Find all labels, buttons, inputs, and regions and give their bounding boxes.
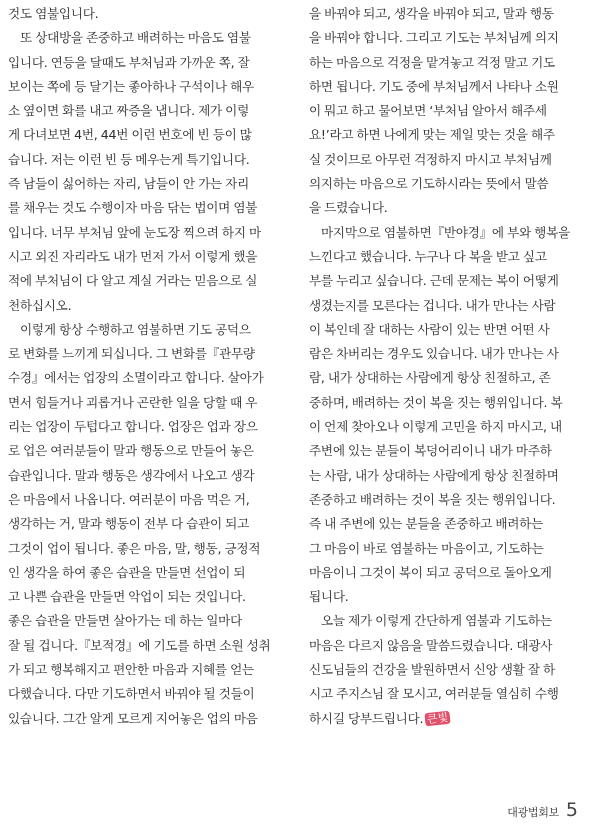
line-text: 생각하는 거, 말과 행동이 전부 다 습관이 되고	[8, 516, 250, 532]
left-text-column	[8, 2, 272, 731]
text-line	[8, 391, 272, 415]
line-text: 즉 남들이 싫어하는 자리, 남들이 안 가는 자리	[8, 176, 250, 192]
line-text: 보이는 쪽에 등 달기는 좋아하나 구석이나 해우	[8, 78, 254, 94]
text-line	[8, 172, 272, 196]
line-text: 게 다녀보면 4번, 44번 이런 번호에 빈 등이 많	[8, 127, 252, 143]
line-text: 다했습니다. 다만 기도하면서 바꿔야 될 것들이	[8, 686, 255, 702]
text-line	[8, 221, 272, 245]
text-line	[309, 415, 573, 439]
line-text: 부를 누리고 싶습니다. 근데 문제는 복이 어떻게	[309, 273, 559, 289]
line-text: 마음이니 그것이 복이 되고 공덕으로 돌아오게	[309, 564, 552, 580]
text-line	[309, 342, 573, 366]
text-line	[8, 561, 272, 585]
line-text: 마음은 다르지 않음을 말씀드렸습니다. 대광사	[309, 637, 553, 653]
line-text: 실 것이므로 아무런 걱정하지 마시고 부처님께	[309, 151, 552, 167]
line-text: 그것이 업이 됩니다. 좋은 마음, 말, 행동, 긍정적	[8, 540, 261, 556]
text-line	[8, 658, 272, 682]
text-line	[309, 26, 573, 50]
text-line	[309, 221, 573, 245]
text-line	[309, 512, 573, 536]
text-line	[309, 245, 573, 269]
text-line	[309, 172, 573, 196]
text-line	[8, 26, 272, 50]
line-text: 주변에 있는 분들이 복덩어리이니 내가 마주하	[309, 443, 552, 459]
text-line	[8, 634, 272, 658]
text-line	[309, 148, 573, 172]
text-line	[309, 585, 573, 609]
text-line	[309, 75, 573, 99]
line-text: 습니다. 저는 이런 빈 등 메우는게 특기입니다.	[8, 151, 250, 167]
text-line	[8, 294, 272, 318]
text-line	[309, 294, 573, 318]
line-text: 존중하고 배려하는 것이 복을 짓는 행위입니다.	[309, 491, 556, 507]
line-text: 좋은 습관을 만들면 살아가는 데 하는 일마다	[8, 613, 242, 629]
line-text: 또 상대방을 존중하고 배려하는 마음도 염불	[20, 30, 251, 46]
text-line	[309, 123, 573, 147]
line-text: 은 마음에서 나옵니다. 여러분이 마음 먹은 거,	[8, 491, 250, 507]
line-text: 의지하는 마음으로 기도하시라는 뜻에서 말씀	[309, 176, 549, 192]
line-text: 람, 내가 상대하는 사람에게 항상 친절하고, 존	[309, 370, 551, 386]
line-text: 적에 부처님이 다 알고 계실 거라는 믿음으로 실	[8, 273, 258, 289]
text-line	[309, 707, 573, 731]
text-line	[8, 464, 272, 488]
line-text: 소 옆이면 화를 내고 짜증을 냅니다. 제가 이렇	[8, 103, 250, 119]
page-number: 5	[565, 799, 578, 821]
line-text: 하시길 당부드립니다.	[309, 710, 424, 726]
line-text: 마지막으로 염불하면『반야경』에 부와 행복을	[321, 224, 570, 240]
text-line	[309, 366, 573, 390]
text-line	[8, 512, 272, 536]
text-line	[8, 439, 272, 463]
line-text: 을 바꿔야 되고, 생각을 바꿔야 되고, 말과 행동	[309, 6, 554, 21]
text-line	[309, 682, 573, 706]
line-text: 람은 차버리는 경우도 있습니다. 내가 만나는 사	[309, 346, 559, 362]
line-text: 중하며, 배려하는 것이 복을 짓는 행위입니다. 복	[309, 394, 563, 410]
text-line	[309, 439, 573, 463]
text-line	[8, 415, 272, 439]
line-text: 즉 내 주변에 있는 분들을 존중하고 배려하는	[309, 516, 543, 532]
line-text: 느낀다고 했습니다. 누구나 다 복을 받고 싶고	[309, 248, 547, 264]
text-line	[309, 537, 573, 561]
text-line	[309, 2, 573, 26]
line-text: 를 채우는 것도 수행이자 마음 닦는 법이며 염불	[8, 200, 258, 216]
text-line	[8, 537, 272, 561]
line-text: 수경』에서는 업장의 소멸이라고 합니다. 살아가	[8, 370, 264, 386]
line-text: 천하십시오.	[8, 297, 72, 313]
line-text: 을 드렸습니다.	[309, 200, 388, 216]
text-line	[309, 391, 573, 415]
text-line	[8, 366, 272, 390]
page-footer	[507, 799, 578, 821]
text-line	[8, 269, 272, 293]
line-text: 가 되고 행복해지고 편안한 마음과 지혜를 얻는	[8, 662, 254, 678]
text-line	[8, 318, 272, 342]
text-line	[309, 464, 573, 488]
text-line	[8, 609, 272, 633]
line-text: 이 언제 찾아오나 이렇게 고민을 하지 마시고, 내	[309, 419, 562, 435]
text-line	[309, 269, 573, 293]
text-line	[8, 585, 272, 609]
line-text: 것도 염불입니다.	[8, 6, 99, 21]
line-text: 입니다. 연등을 달때도 부처님과 가까운 쪽, 잘	[8, 54, 250, 70]
end-mark-logo: 큰빛	[426, 710, 450, 726]
line-text: 그 마음이 바로 염불하는 마음이고, 기도하는	[309, 540, 544, 556]
text-line	[8, 123, 272, 147]
line-text: 리는 업장이 두텁다고 합니다. 업장은 업과 장으	[8, 419, 258, 435]
text-line	[309, 51, 573, 75]
line-text: 오늘 제가 이렇게 간단하게 염불과 기도하는	[321, 613, 552, 629]
line-text: 을 바꿔야 합니다. 그리고 기도는 부처님께 의지	[309, 30, 559, 46]
text-line	[8, 2, 272, 26]
text-line	[309, 99, 573, 123]
line-text: 있습니다. 그간 알게 모르게 지어놓은 업의 마음	[8, 710, 258, 726]
line-text: 인 생각을 하여 좋은 습관을 만들면 선업이 되	[8, 564, 246, 580]
publication-name: 대광법회보	[507, 806, 559, 819]
line-text: 시고 주지스님 잘 모시고, 여러분들 열심히 수행	[309, 686, 559, 702]
line-text: 이렇게 항상 수행하고 염불하면 기도 공덕으	[20, 321, 251, 337]
line-text: 면서 힘들거나 괴롭거나 곤란한 일을 당할 때 우	[8, 394, 258, 410]
line-text: 이 뭐고 하고 물어보면 ‘부처님 알아서 해주세	[309, 103, 547, 119]
text-line	[8, 707, 272, 731]
line-text: 하는 마음으로 걱정을 맡겨놓고 걱정 말고 기도	[309, 54, 555, 70]
text-line	[309, 658, 573, 682]
text-line	[309, 561, 573, 585]
text-line	[8, 196, 272, 220]
text-line	[309, 634, 573, 658]
line-text: 요!’라고 하면 나에게 맞는 제일 맞는 것을 해주	[309, 127, 555, 143]
text-line	[8, 488, 272, 512]
line-text: 됩니다.	[309, 589, 349, 605]
text-line	[309, 196, 573, 220]
text-line	[309, 609, 573, 633]
line-text: 는 사람, 내가 상대하는 사람에게 항상 친절하며	[309, 467, 559, 483]
line-text: 생겼는지를 모른다는 겁니다. 내가 만나는 사람	[309, 297, 556, 313]
text-line	[309, 488, 573, 512]
line-text: 신도님들의 건강을 발원하면서 신앙 생활 잘 하	[309, 662, 555, 678]
line-text: 습관입니다. 말과 행동은 생각에서 나오고 생각	[8, 467, 255, 483]
text-line	[8, 245, 272, 269]
line-text: 고 나쁜 습관을 만들면 악업이 되는 것입니다.	[8, 589, 246, 605]
text-line	[8, 148, 272, 172]
line-text: 시고 외진 자리라도 내가 먼저 가서 이렇게 했을	[8, 248, 258, 264]
line-text: 로 업은 여러분들이 말과 행동으로 만들어 놓은	[8, 443, 254, 459]
line-text: 하면 됩니다. 기도 중에 부처님께서 나타나 소원	[309, 78, 559, 94]
line-text: 로 변화를 느끼게 되십니다. 그 변화를『관무량	[8, 346, 255, 362]
line-text: 잘 될 겁니다.『보적경』에 기도를 하면 소원 성취	[8, 637, 271, 653]
line-text: 입니다. 너무 부처님 앞에 눈도장 찍으려 하지 마	[8, 224, 261, 240]
text-line	[8, 342, 272, 366]
line-text: 이 복인데 잘 대하는 사람이 있는 반면 어떤 사	[309, 321, 550, 337]
text-line	[8, 75, 272, 99]
text-line	[8, 99, 272, 123]
right-text-column	[309, 2, 573, 731]
text-line	[8, 51, 272, 75]
text-line	[309, 318, 573, 342]
text-line	[8, 682, 272, 706]
